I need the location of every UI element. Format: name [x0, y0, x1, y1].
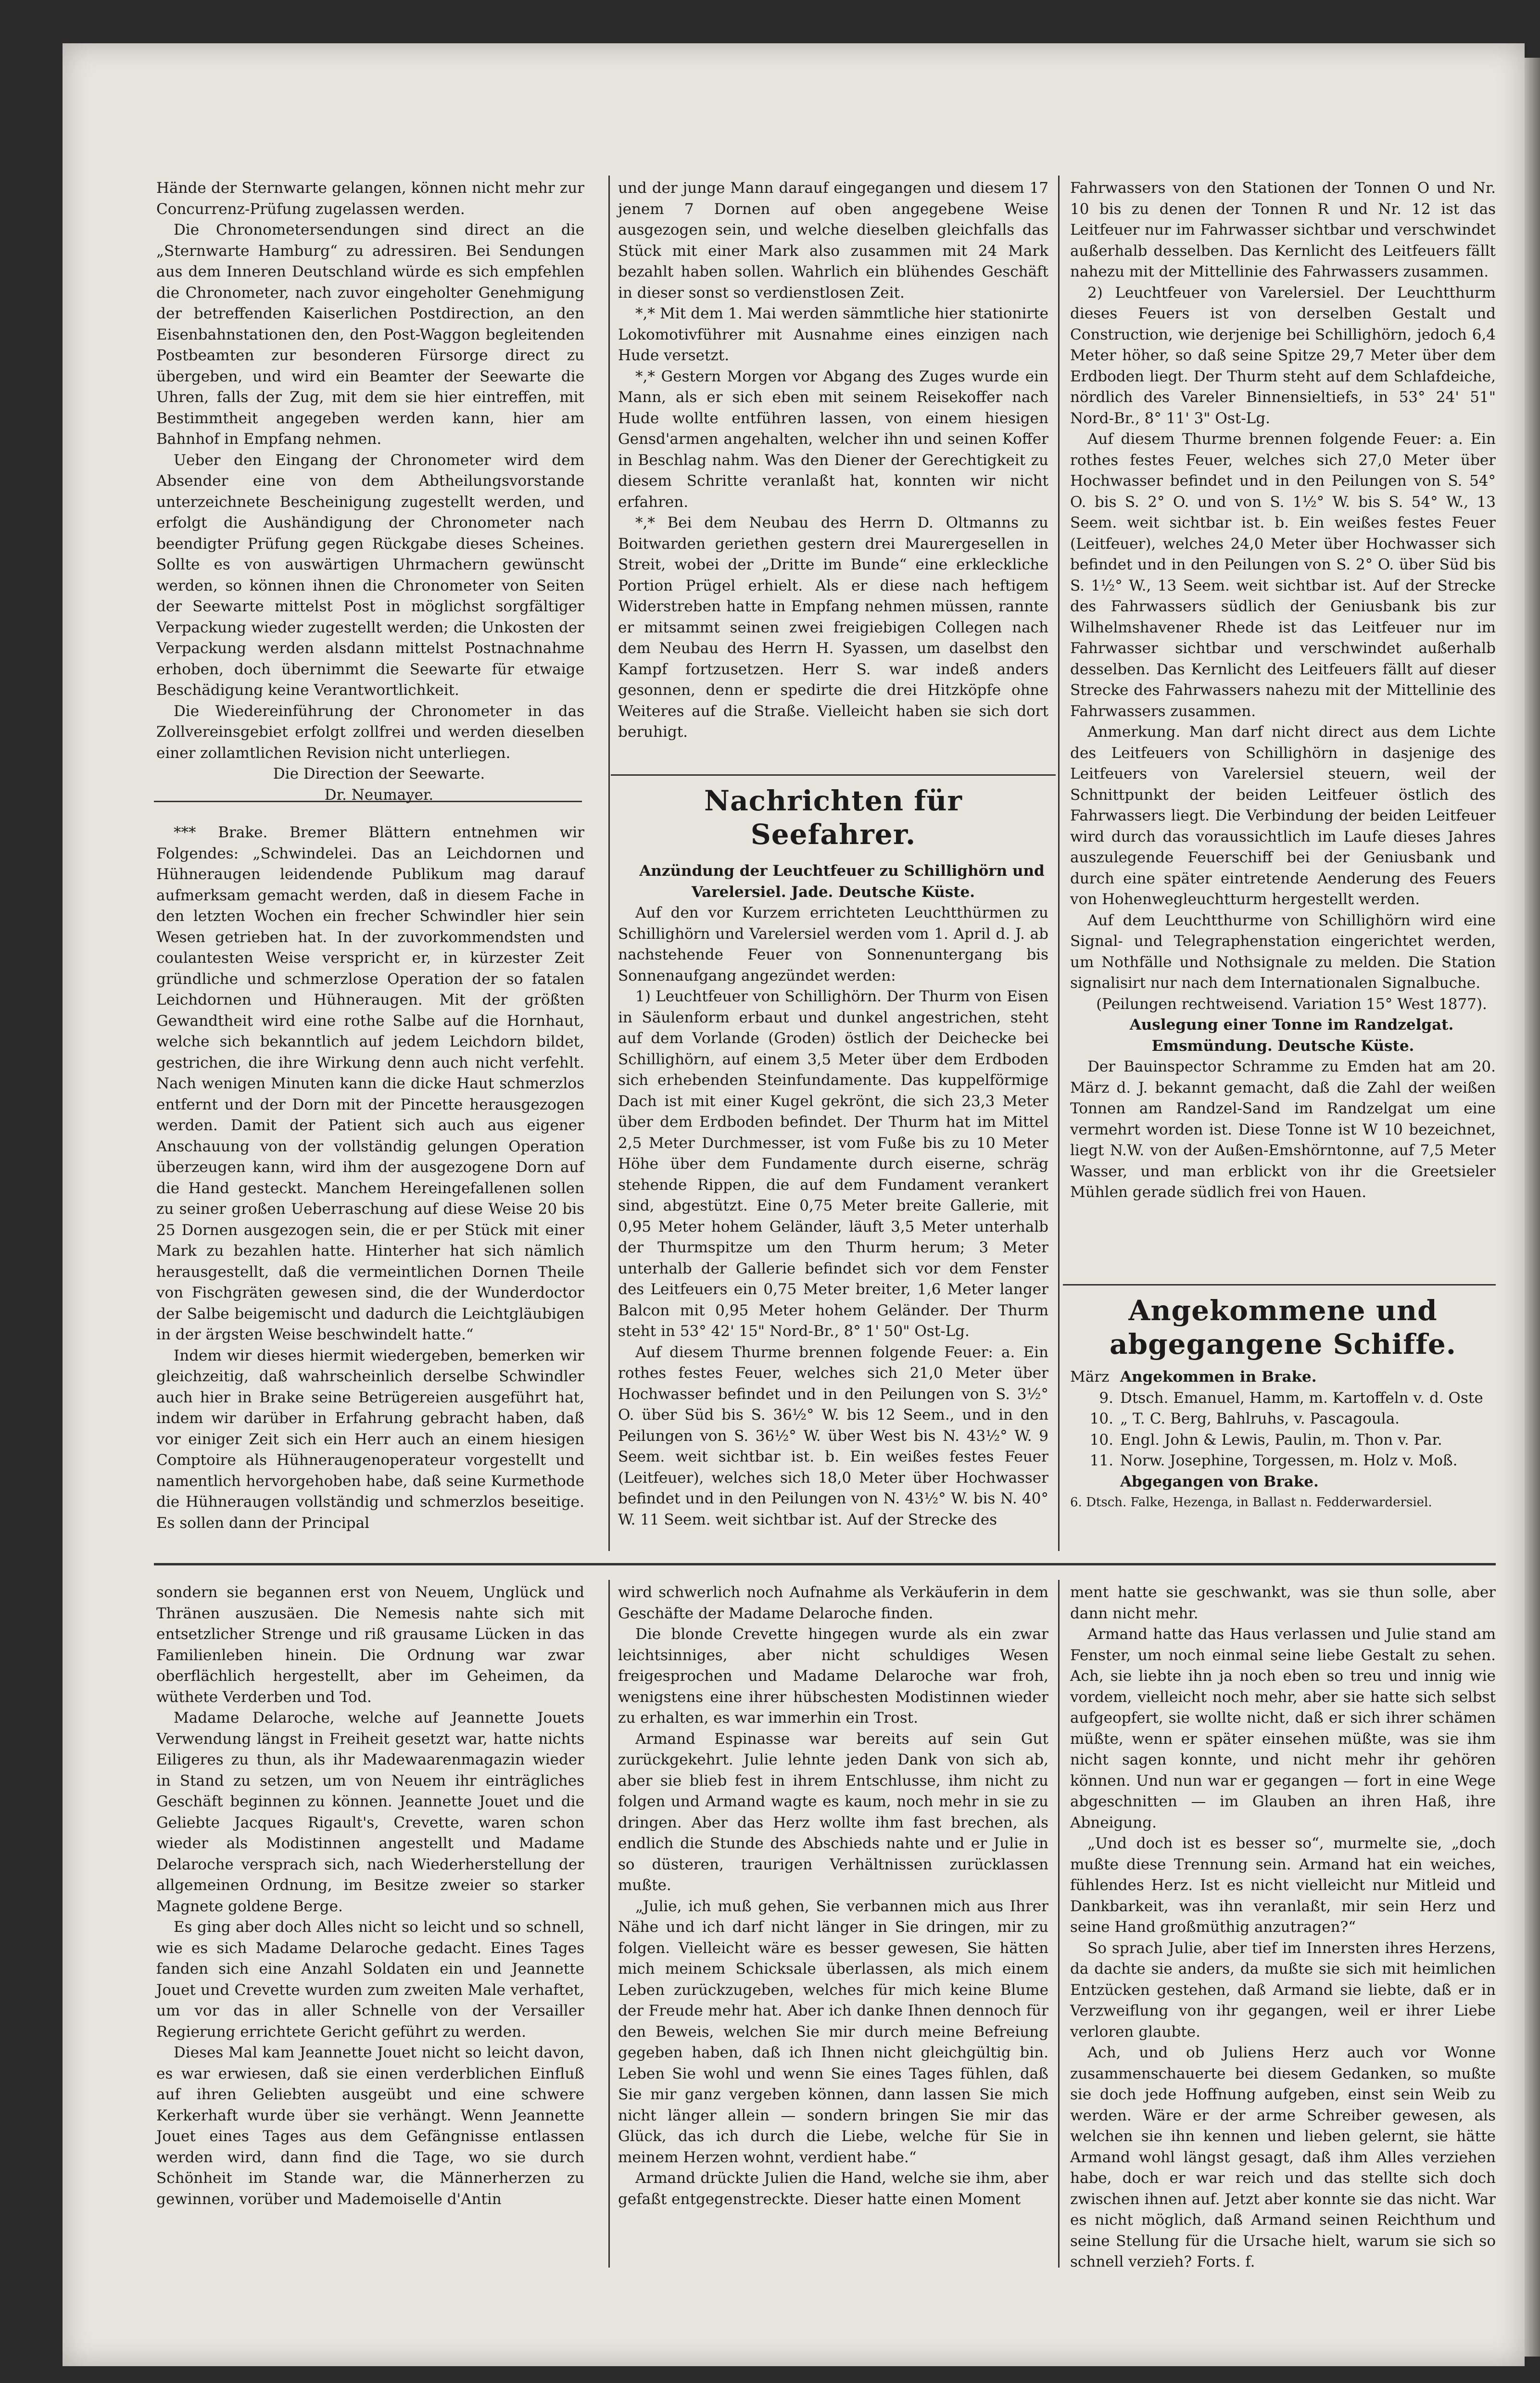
column-rule: [608, 176, 610, 1551]
column-3-ships: [1070, 1294, 1496, 1549]
paragraph: Es ging aber doch Alles nicht so leicht und so schnell, wie es sich Madame Delaroche gedacht. Eines Tages fanden sich eine Anzahl Soldaten ein und Jeannette Jouet und Crevette wurden zum zweiten Male verhaftet, um vor das in aller Schnelle von der Versailler Regierung errichtete Gericht geführt zu werden.: [156, 1918, 584, 2041]
section-heading: Nachrichten für Seefahrer.: [704, 784, 962, 851]
paragraph: Dieses Mal kam Jeannette Jouet nicht so leicht davon, es war erwiesen, daß sie einen verderblichen Einfluß auf ihren Geliebten ausgeübt und eine schwere Kerkerhaft wurde über sie verhängt. Wenn Jeannette Jouet eines Tages aus dem Gefängnisse entlassen werden wird, dann find die Tage, wo sie durch Schönheit im Stande war, die Männerherzen zu gewinnen, vorüber und Mademoiselle d'Antin: [156, 2044, 584, 2208]
paragraph: „Julie, ich muß gehen, Sie verbannen mich aus Ihrer Nähe und ich darf nicht länger in Sie dringen, mir zu folgen. Vielleicht wäre es besser gewesen, Sie hätten mich meinem Schicksale überlassen, als mich einem Leben zurückzugeben, welches für mich keine Blume der Freude mehr hat. Aber ich danke Ihnen dennoch für den Beweis, welchen Sie mir durch meine Befreiung gegeben haben, daß ich Ihnen nicht gleichgültig bin. Leben Sie wohl und wenn Sie eines Tages fühlen, daß Sie mir ganz vergeben können, dann lassen Sie mich nicht länger allein — sondern bringen Sie mir das Glück, das ich durch die Liebe, welche für Sie in meinem Herzen wohnt, verdient habe.“: [618, 1897, 1048, 2166]
column-rule: [1058, 1580, 1060, 2268]
ship-row: [1070, 1409, 1496, 1430]
column-rule: [1058, 176, 1060, 1551]
ship-date: 10.: [1089, 1410, 1113, 1427]
ship-entry: „ T. C. Berg, Bahlruhs, v. Pascagoula.: [1120, 1410, 1400, 1427]
paragraph: Die blonde Crevette hingegen wurde als ein zwar leichtsinniges, aber nicht schuldiges Wesen freigesprochen und Madame Delaroche war froh, wenigstens eine ihrer hübschesten Modistinnen wieder zu erhalten, es war immerhin ein Trost.: [618, 1626, 1048, 1727]
paragraph: „Und doch ist es besser so“, murmelte sie, „doch mußte diese Trennung sein. Armand hat ein weiches, fühlendes Herz. Ist es nicht vielleicht nur Mitleid und Dankbarkeit, was ihn veranlaßt, mir sein Herz und seine Hand großmüthig anzutragen?“: [1070, 1835, 1496, 1936]
story-column-3: [1070, 1582, 1496, 2270]
story-column-1: [156, 1582, 584, 2265]
ship-date: 10.: [1089, 1431, 1113, 1449]
paragraph: Auf diesem Thurme brennen folgende Feuer: a. Ein rothes festes Feuer, welches sich 21,0 Meter über Hochwasser befindet und in den Peilungen von S. 3½° O. über Süd bis S. 36½° W. bis 12 Seem., und in den Peilungen von S. 36½° W. über West bis N. 43½° W. 9 Seem. weit sichtbar ist. b. Ein weißes festes Feuer (Leitfeuer), welches sich 18,0 Meter über Hochwasser befindet und in den Peilungen von N. 43½° W. bis N. 40° W. 11 Seem. weit sichtbar ist. Auf der Strecke des: [618, 1343, 1048, 1528]
signature-name: Dr. Neumayer.: [324, 786, 434, 804]
ship-row: [1070, 1430, 1496, 1451]
paragraph: Die Chronometersendungen sind direct an die „Sternwarte Hamburg“ zu adressiren. Bei Sendungen aus dem Inneren Deutschland würde es sich empfehlen die Chronometer, nach zuvor eingeholter Genehmigung der betreffenden Kaiserlichen Postdirection, an den Eisenbahnstationen den, den Post-Waggon begleitenden Postbeamten zur besonderen Fürsorge direct zu übergeben, und wird ein Beamter der Seewarte die Uhren, falls der Zug, mit dem sie hier eintreffen, mit Bestimmtheit angegeben werden kann, hier am Bahnhof in Empfang nehmen.: [156, 221, 584, 448]
paragraph: 2) Leuchtfeuer von Varelersiel. Der Leuchtthurm dieses Feuers ist von derselben Gestalt und Construction, wie derjenige bei Schillighörn, jedoch 6,4 Meter höher, so daß seine Spitze 29,7 Meter über dem Erdboden liegt. Der Thurm steht auf dem Schlafdeiche, nördlich des Vareler Binnensieltiefs, in 53° 24' 51" Nord-Br., 8° 11' 3" Ost-Lg.: [1070, 284, 1496, 427]
column-2: [618, 178, 1048, 765]
ship-row: [1070, 1388, 1496, 1409]
ship-date: 11.: [1089, 1452, 1113, 1469]
note: (Peilungen rechtweisend. Variation 15° West 1877).: [1096, 995, 1487, 1013]
paragraph: Hände der Sternwarte gelangen, können nicht mehr zur Concurrenz-Prüfung zugelassen werden.: [156, 179, 584, 218]
section-rule: [154, 1563, 1496, 1565]
ship-entry: Norw. Josephine, Torgessen, m. Holz v. Moß.: [1120, 1452, 1458, 1469]
section-heading: Angekommene und abgegangene Schiffe.: [1109, 1294, 1456, 1361]
column-3: [1070, 178, 1496, 1279]
ship-entry: Engl. John & Lewis, Paulin, m. Thon v. Par.: [1120, 1431, 1442, 1449]
arrived-heading: Angekommen in Brake.: [1120, 1368, 1317, 1386]
ship-date: 9.: [1099, 1389, 1113, 1407]
departed-entry: 6. Dtsch. Falke, Hezenga, in Ballast n. Fedderwardersiel.: [1070, 1495, 1432, 1510]
column-1: [156, 178, 584, 804]
paragraph: wird schwerlich noch Aufnahme als Verkäuferin in dem Geschäfte der Madame Delaroche finden.: [618, 1584, 1048, 1622]
paragraph: Auf diesem Thurme brennen folgende Feuer: a. Ein rothes festes Feuer, welches sich 27,0 Meter über Hochwasser befindet und in den Peilungen von S. 54° O. bis S. 2° O. und von S. 1½° W. bis S. 54° W., 13 Seem. weit sichtbar ist. b. Ein weißes festes Feuer (Leitfeuer), welches 24,0 Meter über Hochwasser sich befindet und in den Peilungen von S. 2° O. über Süd bis S. 1½° W., 13 Seem. weit sichtbar ist. Auf der Strecke des Fahrwassers südlich der Geniusbank bis zur Wilhelmshavener Rhede ist das Leitfeuer nur im Fahrwasser sichtbar und verschwindet außerhalb desselben. Das Kernlicht des Leitfeuers fällt auf dieser Strecke des Fahrwassers nahezu mit der Mittellinie des Fahrwassers zusammen.: [1070, 430, 1496, 720]
column-1-brake: [156, 822, 584, 1544]
paragraph: Madame Delaroche, welche auf Jeannette Jouets Verwendung längst in Freiheit gesetzt war, hatte nichts Eiligeres zu thun, als ihr Madewaarenmagazin wieder in Stand zu setzen, um von Neuem ihr einträgliches Geschäft beginnen zu können. Jeannette Jouet und die Geliebte Jacques Rigault's, Crevette, waren schon wieder als Modistinnen angestellt und Madame Delaroche versprach sich, nach Wiederherstellung der allgemeinen Ordnung, im Besitze zweier so starker Magnete goldene Berge.: [156, 1709, 584, 1915]
paragraph: Der Bauinspector Schramme zu Emden hat am 20. März d. J. bekannt gemacht, daß die Zahl der weißen Tonnen am Randzel-Sand im Randzelgat um eine vermehrt worden ist. Diese Tonne ist W 10 bezeichnet, liegt N.W. von der Außen-Emshörntonne, auf 7,5 Meter Wasser, und man erblickt von ihr die Greetsieler Mühlen gerade südlich frei von Hauen.: [1070, 1058, 1496, 1201]
paragraph: 1) Leuchtfeuer von Schillighörn. Der Thurm von Eisen in Säulenform erbaut und dunkel angestrichen, steht auf dem Vorlande (Groden) östlich der Deichecke bei Schillighörn, auf einem 3,5 Meter über dem Erdboden sich erhebenden Steinfundamente. Das kuppelförmige Dach ist mit einer Kugel gekrönt, die sich 23,3 Meter über dem Erdboden befindet. Der Thurm hat im Mittel 2,5 Meter Durchmesser, ist vom Fuße bis zu 10 Meter Höhe über dem Fundamente durch eiserne, schräg stehende Rippen, die auf dem Fundament verankert sind, abgestützt. Eine 0,75 Meter breite Gallerie, mit 0,95 Meter hohem Geländer, läuft 3,5 Meter unterhalb der Thurmspitze um den Thurm herum; 3 Meter unterhalb der Gallerie befindet sich vor dem Fenster des Leitfeuers ein 0,75 Meter breiter, 1,6 Meter langer Balcon mit 0,95 Meter hohem Geländer. Der Thurm steht in 53° 42' 15" Nord-Br., 8° 1' 50" Ost-Lg.: [618, 988, 1048, 1340]
story-column-2: [618, 1582, 1048, 2265]
subheading: Auslegung einer Tonne im Randzelgat. Emsmündung. Deutsche Küste.: [1129, 1016, 1454, 1055]
signature-org: Die Direction der Seewarte.: [273, 765, 485, 782]
paragraph: *,* Bei dem Neubau des Herrn D. Oltmanns zu Boitwarden geriethen gestern drei Maurergesellen in Streit, wobei der „Dritte im Bunde“ eine erkleckliche Portion Prügel erhielt. Als er diese nach heftigem Widerstreben hatte in Empfang nehmen müssen, rannte er mitsammt seinen zwei freigiebigen Collegen nach dem Neubau des Herrn H. Syassen, um daselbst den Kampf fortzusetzen. Herr S. war indeß anders gesonnen, denn er spedirte die drei Hitzköpfe ohne Weiteres auf die Straße. Vielleicht haben sie sich dort beruhigt.: [618, 514, 1048, 741]
subheading: Anzündung der Leuchtfeuer zu Schillighörn und Varelersiel. Jade. Deutsche Küste.: [639, 862, 1045, 901]
paragraph: ment hatte sie geschwankt, was sie thun solle, aber dann nicht mehr.: [1070, 1584, 1496, 1622]
paragraph: So sprach Julie, aber tief im Innersten ihres Herzens, da dachte sie anders, da mußte sie sich mit heimlichen Entzücken gestehen, daß Armand sie liebte, daß er in Verzweiflung von ihr gegangen, weil er ihrer Liebe verloren glaubte.: [1070, 1939, 1496, 2041]
paragraph: Ach, und ob Juliens Herz auch vor Wonne zusammenschauerte bei diesem Gedanken, so mußte sie doch jede Hoffnung aufgeben, einst sein Weib zu werden. Wäre er der arme Schreiber gewesen, als welchen sie ihn kennen und lieben gelernt, sie hätte Armand wohl längst gesagt, daß ihm Alles verziehen habe, doch er war reich und das stellte sich doch zwischen ihnen auf. Jetzt aber konnte sie das nicht. War es nicht möglich, daß Armand seinen Reichthum und seine Stellung für die Ursache hielt, warum sie sich so schnell verzieh? Forts. f.: [1070, 2044, 1496, 2270]
paragraph: Auf dem Leuchtthurme von Schillighörn wird eine Signal- und Telegraphenstation eingerichtet werden, um Nothfälle und Nothsignale zu melden. Die Station signalisirt nur nach dem Internationalen Signalbuche.: [1070, 911, 1496, 992]
section-rule: [611, 774, 1056, 776]
month-label: März: [1070, 1368, 1110, 1386]
paragraph: sondern sie begannen erst von Neuem, Unglück und Thränen auszusäen. Die Nemesis nahte sich mit entsetzlicher Strenge und riß grausame Lücken in das Familienleben hinein. Die Ordnung war zwar oberflächlich hergestellt, aber im Geheimen, da wüthete Verderben und Tod.: [156, 1584, 584, 1706]
section-rule: [1063, 1284, 1496, 1286]
brake-article-cont: Indem wir dieses hiermit wiedergeben, bemerken wir gleichzeitig, daß wahrscheinlich derselbe Schwindler auch hier in Brake seine Betrügereien ausgeführt hat, indem wir darüber in Erfahrung gebracht haben, daß vor einiger Zeit sich ein Herr auch an einem hiesigen Comptoire als Hühneraugenoperateur vorgestellt und namentlich hervorgehoben habe, daß seine Kurmethode die Hühneraugen vollständig und schmerzlos beseitige. Es sollen dann der Principal: [156, 1347, 584, 1532]
column-2-seefahrer: [618, 779, 1048, 1549]
paragraph: und der junge Mann darauf eingegangen und diesem 17 jenem 7 Dornen auf oben angegebene Weise ausgezogen sein, und welche dieselben gleichfalls das Stück mit einer Mark also zusammen mit 24 Mark bezahlt haben sollen. Wahrlich ein blühendes Geschäft in dieser sonst so verdienstlosen Zeit.: [618, 179, 1048, 302]
ship-entry: Dtsch. Emanuel, Hamm, m. Kartoffeln v. d. Oste: [1120, 1389, 1483, 1407]
month-header-row: [1070, 1367, 1496, 1388]
brake-article: *** Brake. Bremer Blättern entnehmen wir Folgendes: „Schwindelei. Das an Leichdornen und Hühneraugen leidendende Publikum mag darauf aufmerksam gemacht werden, daß in diesem Fache in den letzten Wochen ein frecher Schwindler hier sein Wesen getrieben hat. In der zuvorkommendsten und coulantesten Weise verspricht er, in kürzester Zeit gründliche und schmerzlose Operation der so fatalen Leichdornen und Hühneraugen. Mit der größten Gewandtheit wird eine rothe Salbe auf die Hornhaut, welche sich bekanntlich auf jedem Leichdorn bildet, gestrichen, die ihre Wirkung denn auch nicht verfehlt. Nach wenigen Minuten kann die dicke Haut schmerzlos entfernt und der Dorn mit der Pincette herausgezogen werden. Damit der Patient sich auch aus eigener Anschauung von der vollständig gelungen Operation überzeugen kann, wird ihm der ausgezogene Dorn auf die Hand gesteckt. Manchem Hereingefallenen sollen zu seiner großen Ueberraschung auf diese Weise 20 bis 25 Dornen ausgezogen sein, die er per Stück mit einer Mark zu bezahlen hatte. Hinterher hat sich nämlich herausgestellt, daß die vermeintlichen Dornen Theile von Fischgräten gewesen sind, die der Wunderdoctor der Salbe beigemischt und dadurch die Leichtgläubigen in der ärgsten Weise beschwindelt hatte.“: [156, 824, 584, 1343]
departed-header-row: [1070, 1472, 1496, 1493]
departed-heading: Abgegangen von Brake.: [1120, 1473, 1319, 1490]
paragraph: Fahrwassers von den Stationen der Tonnen O und Nr. 10 bis zu denen der Tonnen R und Nr. 12 ist das Leitfeuer nur im Fahrwasser sichtbar und verschwindet außerhalb desselben. Das Kernlicht des Leitfeuers fällt nahezu mit der Mittellinie des Fahrwassers zusammen.: [1070, 179, 1496, 280]
paragraph: Armand Espinasse war bereits auf sein Gut zurückgekehrt. Julie lehnte jeden Dank von sich ab, aber sie blieb fest in ihrem Entschlusse, ihm nicht zu folgen und Armand wagte es kaum, noch mehr in sie zu dringen. Aber das Herz wollte ihm fast brechen, als endlich die Stunde des Abschieds nahte und er Julie in so düsteren, traurigen Verhältnissen zurücklassen mußte.: [618, 1730, 1048, 1894]
paragraph: Anmerkung. Man darf nicht direct aus dem Lichte des Leitfeuers von Schillighörn in dasjenige des Leitfeuers von Varelersiel steuern, weil der Schnittpunkt der beiden Leitfeuer östlich des Fahrwassers liegt. Die Verbindung der beiden Leitfeuer wird durch das voraussichtlich im Laufe dieses Jahres auszulegende Feuerschiff bei der Geniusbank und durch eine später eintretende Aenderung des Feuers von Hohenwegleuchtturm hergestellt werden.: [1070, 723, 1496, 908]
paragraph: Armand drückte Julien die Hand, welche sie ihm, aber gefaßt entgegenstreckte. Dieser hatte einen Moment: [618, 2169, 1048, 2208]
paragraph: Auf den vor Kurzem errichteten Leuchtthürmen zu Schillighörn und Varelersiel werden vom 1. April d. J. ab nachstehende Feuer von Sonnenuntergang bis Sonnenaufgang angezündet werden:: [618, 904, 1048, 984]
page-edge: [1525, 58, 1540, 2357]
paragraph: Die Wiedereinführung der Chronometer in das Zollvereinsgebiet erfolgt zollfrei und werden dieselben einer zollamtlichen Revision nicht unterliegen.: [156, 702, 584, 762]
paragraph: *,* Gestern Morgen vor Abgang des Zuges wurde ein Mann, als er sich eben mit seinem Reisekoffer nach Hude wollte entführen lassen, von einem hiesigen Gensd'armen angehalten, welcher ihn und seinen Koffer in Beschlag nahm. Was den Diener der Gerechtigkeit zu diesem Schritte veranlaßt hat, konnten wir nicht erfahren.: [618, 367, 1048, 511]
paragraph: *,* Mit dem 1. Mai werden sämmtliche hier stationirte Lokomotivführer mit Ausnahme eines einzigen nach Hude versetzt.: [618, 305, 1048, 364]
ship-row: [1070, 1450, 1496, 1472]
paragraph: Ueber den Eingang der Chronometer wird dem Absender eine von dem Abtheilungsvorstande unterzeichnete Bescheinigung zugestellt werden, und erfolgt die Aushändigung der Chronometer nach beendigter Prüfung gegen Rückgabe dieses Scheines. Sollte es von auswärtigen Uhrmachern gewünscht werden, so können ihnen die Chronometer von Seiten der Seewarte mittelst Post in möglichst sorgfältiger Verpackung wieder zugestellt werden; die Unkosten der Verpackung werden alsdann mittelst Postnachnahme erhoben, doch übernimmt die Seewarte für etwaige Beschädigung keine Verantwortlichkeit.: [156, 451, 584, 699]
paragraph: Armand hatte das Haus verlassen und Julie stand am Fenster, um noch einmal seine liebe Gestalt zu sehen. Ach, sie liebte ihn ja noch eben so treu und innig wie vordem, vielleicht noch mehr, aber sie hatte sich selbst aufgeopfert, sie wollte nicht, daß er sich ihrer schämen müßte, wenn er später einsehen müßte, was sie ihm nicht sagen konnte, und nicht mehr ihr gehören können. Und nun war er gegangen — fort in eine Wege abgeschnitten — im Glauben an ihren Haß, ihre Abneigung.: [1070, 1626, 1496, 1831]
column-rule: [608, 1580, 610, 2268]
